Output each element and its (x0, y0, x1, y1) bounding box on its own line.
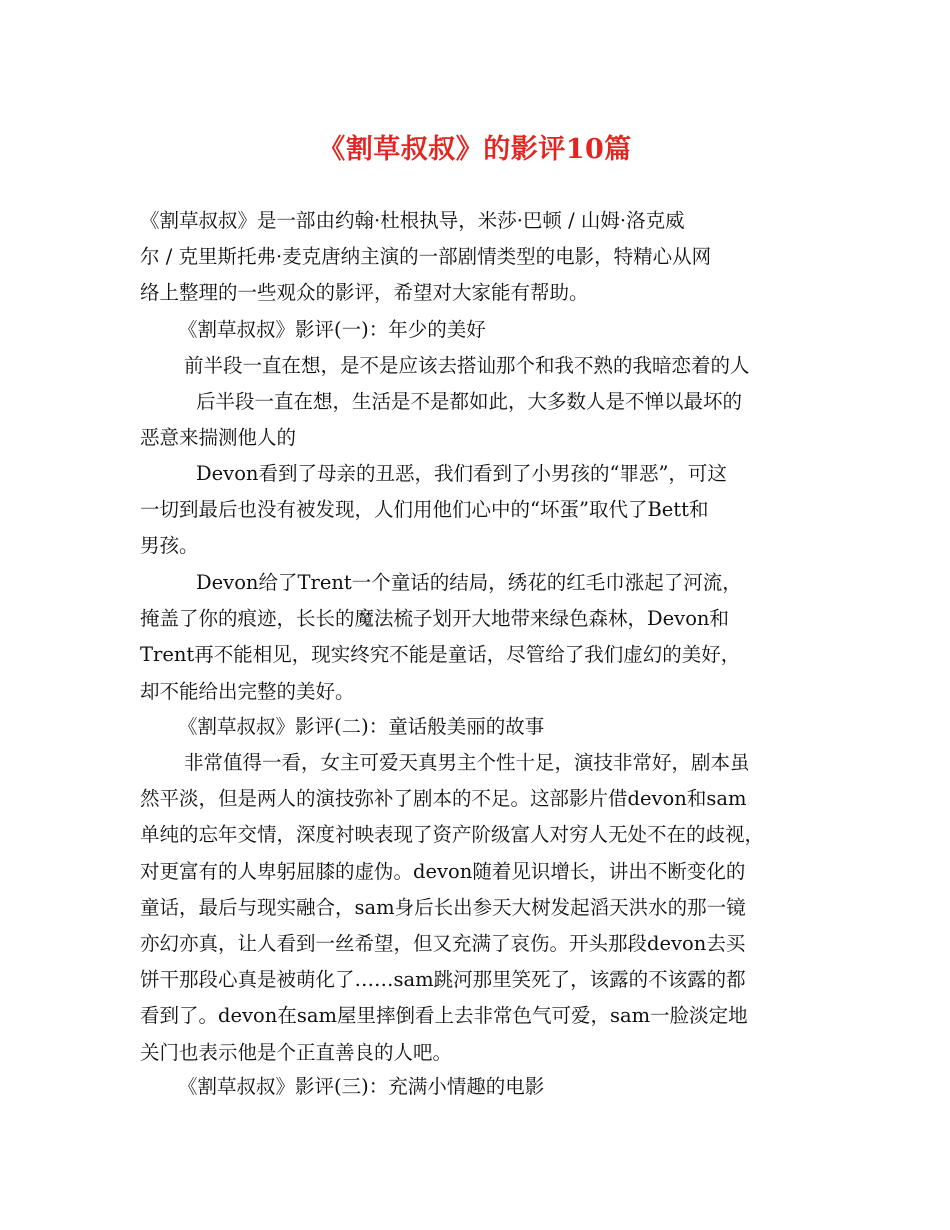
text-line: 前半段一直在想，是不是应该去搭讪那个和我不熟的我暗恋着的人 (184, 354, 750, 377)
text-line: 恶意来揣测他人的 (140, 426, 297, 450)
document-title: 《割草叔叔》的影评10篇 (318, 134, 632, 165)
review-1-paragraph-1 (184, 348, 750, 384)
text-line: 《割草叔叔》影评(三)：充满小情趣的电影 (178, 1075, 545, 1098)
text-line: 《割草叔叔》影评(一)：年少的美好 (178, 318, 486, 341)
text-line: 《割草叔叔》是一部由约翰·杜根执导，米莎·巴顿 / 山姆·洛克威 (140, 209, 685, 232)
text-line: 关门也表示他是个正直善良的人吧。 (140, 1040, 453, 1064)
review-1-paragraph-2 (140, 384, 742, 456)
text-line: Trent再不能相见，现实终究不能是童话，尽管给了我们虚幻的美好， (140, 643, 741, 667)
text-line: 单纯的忘年交情，深度衬映表现了资产阶级富人对穷人无处不在的歧视， (140, 823, 765, 847)
text-line: 然平淡，但是两人的演技弥补了剧本的不足。这部影片借devon和sam (140, 787, 747, 811)
text-line: 掩盖了你的痕迹，长长的魔法梳子划开大地带来绿色森林，Devon和 (140, 607, 729, 631)
text-line: 童话，最后与现实融合，sam身后长出参天大树发起滔天洪水的那一镜 (140, 895, 746, 919)
text-line: 亦幻亦真，让人看到一丝希望，但又充满了哀伤。开头那段devon去买 (140, 932, 746, 956)
text-line: 非常值得一看，女主可爱天真男主个性十足，演技非常好，剧本虽 (184, 751, 750, 774)
text-line: 后半段一直在想，生活是不是都如此，大多数人是不惮以最坏的 (196, 390, 743, 413)
text-line: 饼干那段心真是被萌化了……sam跳河那里笑死了，该露的不该露的都 (140, 968, 746, 992)
text-line: Devon看到了母亲的丑恶，我们看到了小男孩的“罪恶”，可这 (196, 462, 727, 485)
text-line: 《割草叔叔》影评(二)：童话般美丽的故事 (178, 715, 545, 738)
review-2-paragraph-1 (140, 745, 764, 1071)
review-heading-3 (178, 1069, 544, 1105)
text-line: Devon给了Trent一个童话的结局，绣花的红毛巾涨起了河流， (196, 571, 742, 594)
review-heading-2 (178, 709, 544, 745)
text-line: 看到了。devon在sam屋里摔倒看上去非常色气可爱，sam一脸淡定地 (140, 1004, 748, 1028)
text-line: 对更富有的人卑躬屈膝的虚伪。devon随着见识增长，讲出不断变化的 (140, 859, 746, 883)
text-line: 尔 / 克里斯托弗·麦克唐纳主演的一部剧情类型的电影，特精心从网 (140, 245, 712, 269)
review-1-paragraph-4 (140, 565, 742, 710)
intro-paragraph (140, 203, 711, 312)
text-line: 络上整理的一些观众的影评，希望对大家能有帮助。 (140, 281, 589, 305)
text-line: 一切到最后也没有被发现，人们用他们心中的“坏蛋”取代了Bett和 (140, 498, 709, 522)
text-line: 却不能给出完整的美好。 (140, 679, 355, 703)
review-1-paragraph-3 (140, 456, 727, 565)
text-line: 男孩。 (140, 534, 199, 558)
review-heading-1 (178, 312, 486, 348)
